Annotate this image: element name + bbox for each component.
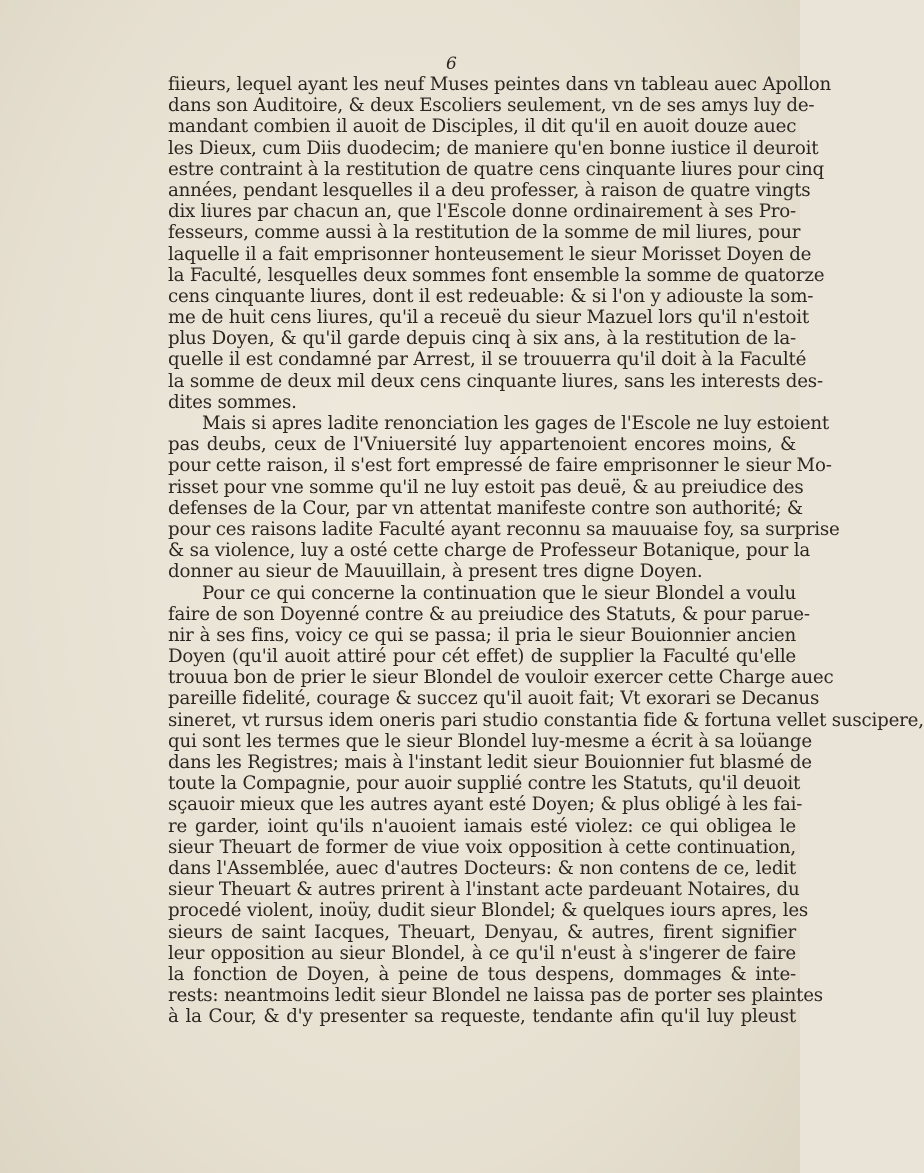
text-line: sieurs de saint Iacques, Theuart, Denyau, & autres, firent signifier (168, 921, 796, 943)
text-line: sieur Theuart de former de viue voix opposition à cette continuation, (168, 836, 796, 858)
text-line: sineret, vt rursus idem oneris pari studio constantia fide & fortuna vellet suscipere, (168, 709, 924, 731)
text-line: dix liures par chacun an, que l'Escole donne ordinairement à ses Pro- (168, 201, 796, 223)
text-line: estre contraint à la restitution de quatre cens cinquante liures pour cinq (168, 158, 824, 180)
text-line: & sa violence, luy a osté cette charge de Professeur Botanique, pour la (168, 540, 810, 562)
text-line: trouua bon de prier le sieur Blondel de vouloir exercer cette Charge auec (168, 667, 834, 689)
text-line: plus Doyen, & qu'il garde depuis cinq à six ans, à la restitution de la- (168, 328, 796, 350)
text-line: toute la Compagnie, pour auoir supplié contre les Statuts, qu'il deuoit (168, 773, 801, 795)
text-line: quelle il est condamné par Arrest, il se trouuerra qu'il doit à la Faculté (168, 349, 807, 371)
text-line: années, pendant lesquelles il a deu professer, à raison de quatre vingts (168, 179, 811, 201)
text-line: re garder, ioint qu'ils n'auoient iamais esté violez: ce qui obligea le (168, 815, 796, 837)
text-line: à la Cour, & d'y presenter sa requeste, tendante afin qu'il luy pleust (168, 1006, 796, 1028)
text-line: la fonction de Doyen, à peine de tous despens, dommages & inte- (168, 963, 796, 985)
text-line: dites sommes. (168, 391, 297, 413)
text-line: faire de son Doyenné contre & au preiudice des Statuts, & pour parue- (168, 603, 810, 625)
text-line: risset pour vne somme qu'il ne luy estoit pas deuë, & au preiudice des (168, 476, 804, 498)
text-line: Pour ce qui concerne la continuation que le sieur Blondel a voulu (202, 582, 796, 604)
text-line: cens cinquante liures, dont il est redeuable: & si l'on y adiouste la som- (168, 285, 814, 307)
text-line: rests: neantmoins ledit sieur Blondel ne laissa pas de porter ses plaintes (168, 985, 823, 1007)
text-line: fiieurs, lequel ayant les neuf Muses peintes dans vn tableau auec Apollon (168, 74, 832, 95)
text-line: sçauoir mieux que les autres ayant esté Doyen; & plus obligé à les fai- (168, 794, 803, 816)
text-line: pour cette raison, il s'est fort empressé de faire emprisonner le sieur Mo- (168, 455, 832, 477)
text-line: les Dieux, cum Diis duodecim; de maniere qu'en bonne iustice il deuroit (168, 137, 819, 159)
text-line: donner au sieur de Mauuillain, à present tres digne Doyen. (168, 561, 703, 583)
text-line: defenses de la Cour, par vn attentat manifeste contre son authorité; & (168, 497, 803, 519)
text-line: dans l'Assemblée, auec d'autres Docteurs: & non contens de ce, ledit (168, 857, 796, 879)
text-line: dans son Auditoire, & deux Escoliers seulement, vn de ses amys luy de- (168, 95, 815, 117)
text-line: Mais si apres ladite renonciation les gages de l'Escole ne luy estoient (202, 413, 830, 434)
text-line: me de huit cens liures, qu'il a receuë du sieur Mazuel lors qu'il n'estoit (168, 307, 809, 329)
text-line: la somme de deux mil deux cens cinquante liures, sans les interests des- (168, 370, 823, 392)
text-line: nir à ses fins, voicy ce qui se passa; il pria le sieur Bouionnier ancien (168, 624, 796, 646)
text-line: sieur Theuart & autres prirent à l'instant acte pardeuant Notaires, du (168, 879, 800, 901)
text-line: pour ces raisons ladite Faculté ayant reconnu sa mauuaise foy, sa surprise (168, 518, 840, 540)
text-line: pareille fidelité, courage & succez qu'il auoit fait; Vt exorari se Decanus (168, 688, 820, 710)
text-line: mandant combien il auoit de Disciples, il dit qu'il en auoit douze auec (168, 116, 797, 138)
text-line: leur opposition au sieur Blondel, à ce qu'il n'eust à s'ingerer de faire (168, 942, 796, 964)
text-line: qui sont les termes que le sieur Blondel luy-mesme a écrit à sa loüange (168, 730, 812, 752)
text-line: dans les Registres; mais à l'instant ledit sieur Bouionnier fut blasmé de (168, 752, 812, 773)
text-line: la Faculté, lesquelles deux sommes font ensemble la somme de quatorze (168, 264, 825, 286)
text-line: fesseurs, comme aussi à la restitution de la somme de mil liures, pour (168, 222, 801, 244)
body-text (168, 74, 924, 1028)
text-line: laquelle il a fait emprisonner honteusement le sieur Morisset Doyen de (168, 243, 812, 265)
page-number: 6 (446, 54, 457, 74)
text-line: Doyen (qu'il auoit attiré pour cét effet) de supplier la Faculté qu'elle (168, 646, 796, 668)
text-line: pas deubs, ceux de l'Vniuersité luy appartenoient encores moins, & (168, 434, 796, 456)
text-line: procedé violent, inoüy, dudit sieur Blondel; & quelques iours apres, les (168, 900, 809, 922)
